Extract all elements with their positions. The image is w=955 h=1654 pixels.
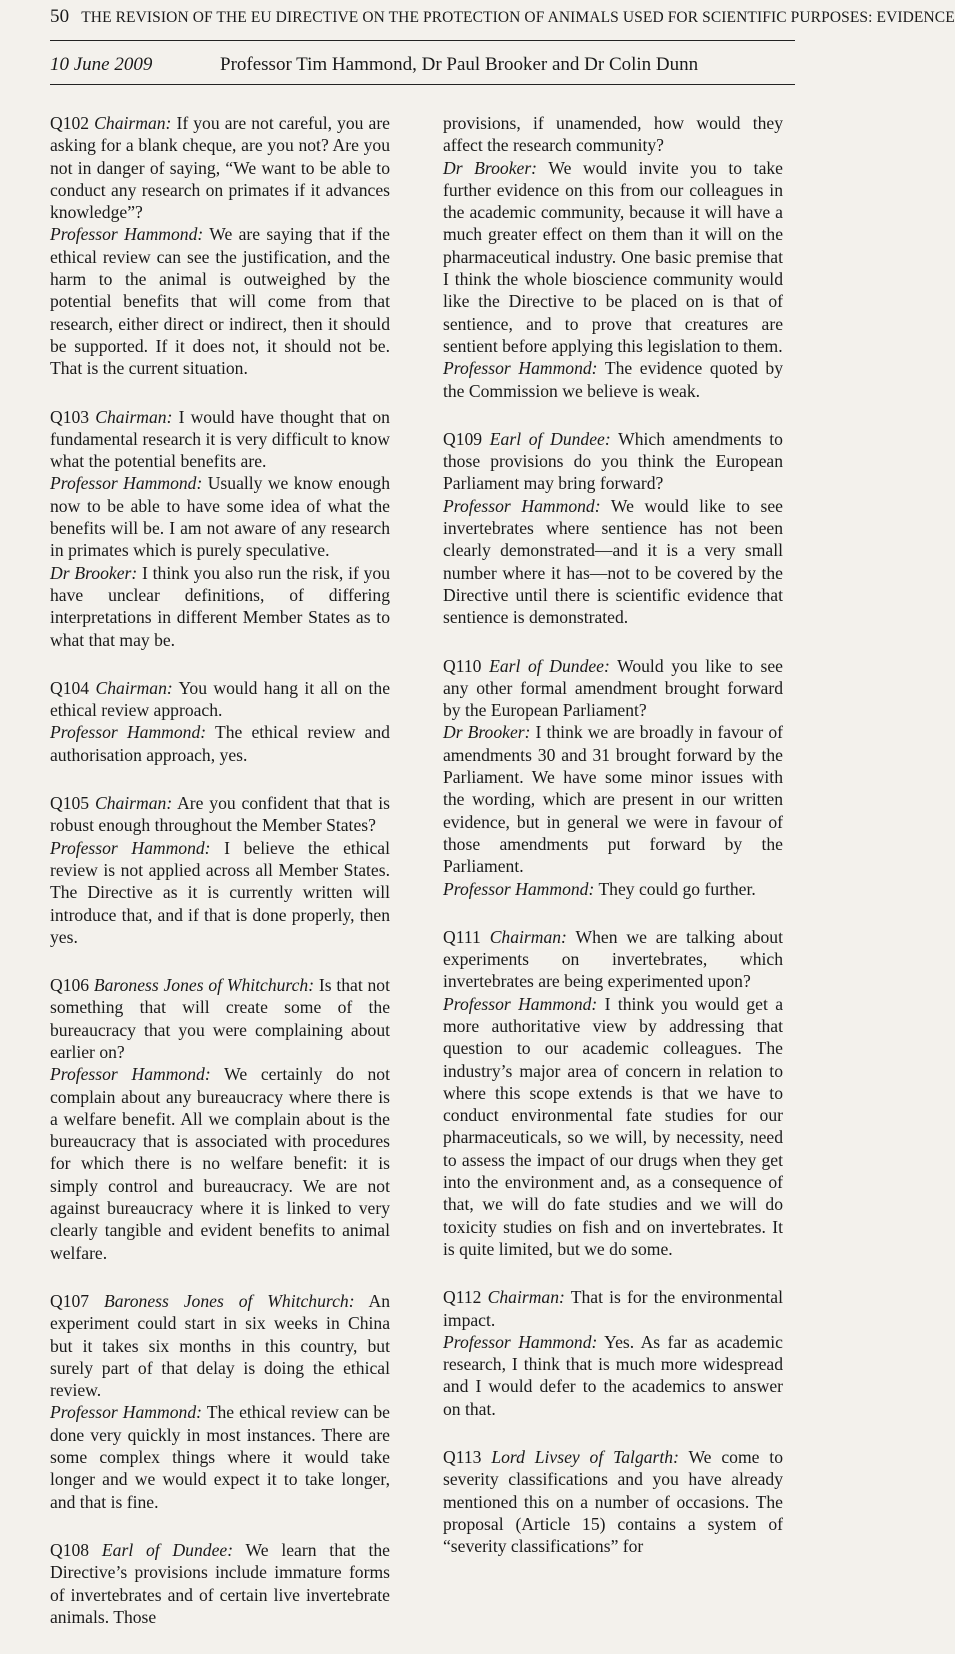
witness-name: Dr Brooker: (443, 157, 538, 178)
answer-text: We certainly do not complain about any bureaucracy where there is a welfare benefit. All we complain about is the bureaucracy that is associated with procedures for which there is no welfare benefit: it is simply control and bureaucracy. We are not against bureaucracy where it is linked to very clearly tangible and evident benefits to animal welfare. (50, 1064, 390, 1263)
qa-entry (50, 677, 390, 766)
qa-entry (443, 1446, 783, 1557)
question-number: Q113 (443, 1447, 482, 1468)
question-text: If you are not careful, you are asking for a blank cheque, are you not? Are you not in danger of saying, “We want to be able to conduct any research on primates if it advances knowledge”? (50, 113, 390, 223)
answer-paragraph (50, 472, 390, 561)
question-text: Are you confident that that is robust enough throughout the Member States? (50, 793, 390, 836)
question-paragraph (50, 112, 390, 223)
question-text: An experiment could start in six weeks in China but it takes six months in this country, but surely part of that delay is doing the ethical review. (50, 1290, 390, 1401)
qa-entry (443, 926, 783, 1260)
answer-paragraph (50, 1063, 390, 1264)
questioner-name: Baroness Jones of Whitchurch: (104, 1290, 355, 1311)
qa-entry (50, 112, 390, 380)
witness-name: Professor Hammond: (50, 224, 204, 245)
question-number: Q102 (50, 113, 90, 133)
question-number: Q110 (443, 655, 482, 676)
questioner-name: Chairman: (487, 1287, 565, 1308)
questioner-name: Baroness Jones of Whitchurch: (93, 975, 315, 996)
qa-entry (443, 112, 783, 402)
question-text: I would have thought that on fundamental research it is very difficult to know what the potential benefits are. (50, 406, 390, 472)
right-column (443, 112, 783, 1584)
answer-text: I think you also run the risk, if you have unclear definitions, of differing interpretations in different Member States as to what that may be. (50, 562, 390, 650)
witness-name: Professor Hammond: (50, 1402, 202, 1423)
answer-text: The ethical review can be done very quickly in most instances. There are some complex things where it would take longer and we would expect it to take longer, and that is fine. (50, 1402, 390, 1512)
questioner-name: Chairman: (95, 406, 173, 427)
answer-text: I believe the ethical review is not applied across all Member States. The Directive as it is currently written will introduce that, and if that is done properly, then yes. (50, 837, 390, 947)
questioner-name: Chairman: (95, 677, 173, 698)
questioner-name: Earl of Dundee: (101, 1539, 234, 1560)
witness-name: Professor Hammond: (443, 1331, 598, 1352)
answer-paragraph (443, 721, 783, 877)
answer-text: I think we are broadly in favour of amendments 30 and 31 brought forward by the Parliament. We have some minor issues with the wording, which are present in our written evidence, but in general we were in favour of those amendments put forward by the Parliament. (443, 722, 783, 877)
qa-entry (443, 1286, 783, 1420)
question-text: We come to severity classifications and you have already mentioned this on a number of occasions. The proposal (Article 15) contains a system of “severity classifications” for (443, 1447, 783, 1557)
answer-text: Yes. As far as academic research, I think that is much more widespread and I would defer to the academics to answer on that. (443, 1331, 783, 1419)
question-text: We learn that the Directive’s provisions include immature forms of invertebrates and of certain live invertebrate animals. Those (50, 1539, 390, 1627)
question-text: You would hang it all on the ethical review approach. (50, 677, 390, 721)
question-paragraph (443, 112, 783, 157)
question-paragraph (50, 974, 390, 1063)
question-text: provisions, if unamended, how would they affect the research community? (443, 113, 783, 156)
answer-text: I think you would get a more authoritative view by addressing that question to our academic colleagues. The industry’s major area of concern in relation to where this scope extends is that we have to conduct environmental fate studies for our pharmaceuticals, so we will, by necessity, need to assess the impact of our drugs when they get into the environment and, as a consequence of that, we will do fate studies and we will do toxicity studies on fish and on invertebrates. It is quite limited, but we do some. (443, 993, 783, 1259)
witness-name: Dr Brooker: (50, 562, 138, 583)
answer-paragraph (443, 1331, 783, 1420)
page-number: 50 (50, 6, 70, 27)
qa-entry (50, 406, 390, 651)
left-column (50, 112, 390, 1654)
answer-paragraph (50, 721, 390, 766)
question-text: Would you like to see any other formal amendment brought forward by the European Parliament? (443, 655, 783, 721)
answer-paragraph (50, 1401, 390, 1512)
witness-name: Professor Hammond: (443, 358, 598, 379)
header-rule-bottom (50, 84, 795, 85)
header-rule-top (50, 40, 795, 41)
answer-text: We would invite you to take further evidence on this from our colleagues in the academic community, because it will have a much greater effect on them than it will on the pharmaceutical industry. One basic premise that I think the whole bioscience community would like the Directive to be placed on is that of sentience, and to prove that creatures are sentient before applying this legislation to them. (443, 157, 783, 356)
running-header (50, 6, 955, 28)
question-number: Q107 (50, 1290, 90, 1311)
question-number: Q108 (50, 1539, 90, 1560)
answer-text: We are saying that if the ethical review can see the justification, and the harm to the animal is outweighed by the potential benefits that will come from that research, either direct or indirect, then it should be supported. If it does not, it should not be. That is the current situation. (50, 224, 390, 379)
witness-name: Professor Hammond: (443, 993, 598, 1014)
questioner-name: Chairman: (94, 113, 172, 133)
running-title: THE REVISION OF THE EU DIRECTIVE ON THE PROTECTION OF ANIMALS USED FOR SCIENTIFIC PURPOSES: EVIDENCE (81, 9, 955, 26)
question-paragraph (443, 1446, 783, 1557)
qa-entry (50, 792, 390, 948)
questioner-name: Lord Livsey of Talgarth: (491, 1447, 679, 1468)
question-text: Which amendments to those provisions do you think the European Parliament may bring forward? (443, 428, 783, 494)
question-paragraph (443, 428, 783, 495)
question-paragraph (50, 792, 390, 837)
answer-paragraph (443, 878, 783, 900)
question-paragraph (50, 406, 390, 473)
question-number: Q112 (443, 1287, 482, 1308)
answer-paragraph (443, 157, 783, 358)
question-number: Q105 (50, 793, 90, 814)
witness-names: Professor Tim Hammond, Dr Paul Brooker and Dr Colin Dunn (220, 54, 699, 75)
questioner-name: Earl of Dundee: (489, 428, 611, 449)
question-paragraph (443, 926, 783, 993)
answer-text: Usually we know enough now to be able to have some idea of what the benefits will be. I am not aware of any research in primates which is purely speculative. (50, 473, 390, 561)
question-text: When we are talking about experiments on invertebrates, which invertebrates are being experimented upon? (443, 926, 783, 992)
question-text: That is for the environmental impact. (443, 1287, 783, 1330)
question-paragraph (50, 1290, 390, 1401)
answer-text: The ethical review and authorisation approach, yes. (50, 722, 390, 765)
answer-paragraph (443, 495, 783, 629)
qa-entry (50, 1539, 390, 1628)
answer-text: We would like to see invertebrates where sentience has not been clearly demonstrated—and it is a very small number where it has—not to be covered by the Directive until there is scientific evidence that sentience is demonstrated. (443, 495, 783, 628)
witness-name: Professor Hammond: (50, 837, 211, 858)
question-paragraph (443, 655, 783, 722)
qa-entry (50, 1290, 390, 1513)
question-number: Q103 (50, 406, 90, 427)
witness-name: Professor Hammond: (443, 495, 601, 516)
answer-paragraph (50, 837, 390, 948)
session-header (50, 50, 795, 80)
qa-entry (443, 428, 783, 629)
answer-paragraph (50, 223, 390, 379)
answer-text: They could go further. (598, 878, 756, 899)
answer-paragraph (50, 562, 390, 651)
question-paragraph (443, 1286, 783, 1331)
answer-paragraph (443, 993, 783, 1261)
questioner-name: Chairman: (94, 793, 173, 814)
session-date: 10 June 2009 (50, 54, 153, 75)
questioner-name: Earl of Dundee: (489, 655, 610, 676)
witness-name: Professor Hammond: (50, 722, 207, 743)
answer-paragraph (443, 357, 783, 402)
witness-name: Professor Hammond: (443, 878, 595, 899)
qa-entry (443, 655, 783, 900)
witness-name: Professor Hammond: (50, 1064, 211, 1085)
question-paragraph (50, 1539, 390, 1628)
question-number: Q111 (443, 926, 481, 947)
answer-text: The evidence quoted by the Commission we believe is weak. (443, 358, 783, 401)
questioner-name: Chairman: (489, 926, 567, 947)
witness-name: Dr Brooker: (443, 722, 531, 743)
question-text: Is that not something that will create some of the bureaucracy that you were complaining about earlier on? (50, 975, 390, 1062)
question-number: Q104 (50, 677, 90, 698)
question-number: Q106 (50, 975, 90, 996)
question-number: Q109 (443, 428, 483, 449)
question-paragraph (50, 677, 390, 722)
qa-entry (50, 974, 390, 1264)
witness-name: Professor Hammond: (50, 473, 203, 494)
